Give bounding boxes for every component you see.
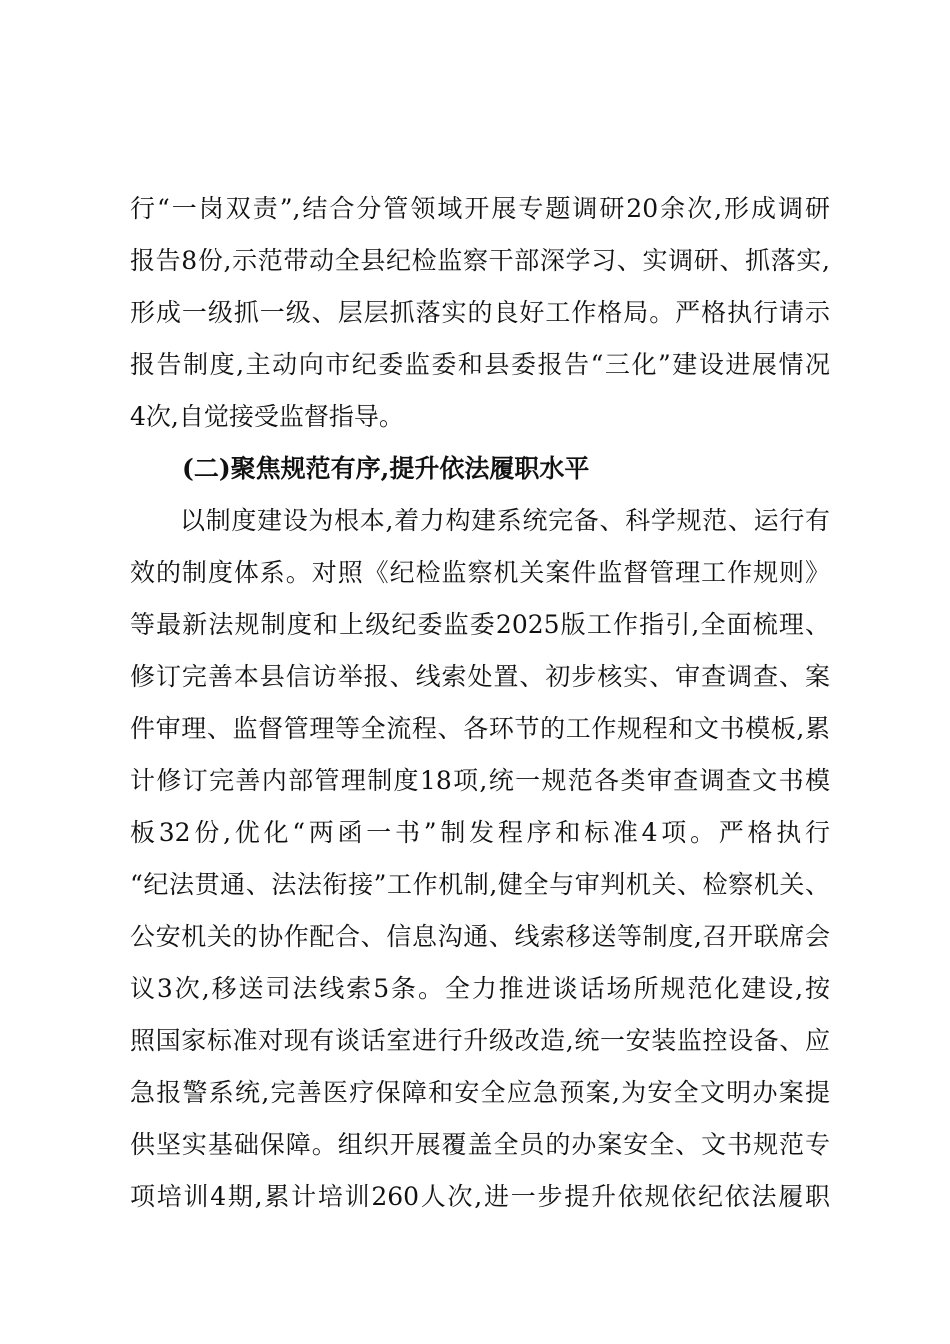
text-line: 效的制度体系。对照《纪检监察机关案件监督管理工作规则》 [130, 558, 830, 587]
text-line: 以制度建设为根本,着力构建系统完备、科学规范、运行有 [180, 506, 830, 535]
text-line: 供坚实基础保障。组织开展覆盖全员的办案安全、文书规范专 [130, 1130, 830, 1159]
text-line: 照国家标准对现有谈话室进行升级改造,统一安装监控设备、应 [130, 1026, 830, 1055]
paragraph-2 [130, 495, 830, 1223]
text-line: 4次,自觉接受监督指导。 [130, 402, 404, 431]
text-line: 急报警系统,完善医疗保障和安全应急预案,为安全文明办案提 [130, 1078, 830, 1107]
text-line: “纪法贯通、法法衔接”工作机制,健全与审判机关、检察机关、 [130, 870, 830, 899]
text-line: 件审理、监督管理等全流程、各环节的工作规程和文书模板,累 [130, 714, 830, 743]
text-line: 板32份,优化“两函一书”制发程序和标准4项。严格执行 [130, 818, 830, 847]
text-line: 形成一级抓一级、层层抓落实的良好工作格局。严格执行请示 [130, 298, 830, 327]
text-line: 等最新法规制度和上级纪委监委2025版工作指引,全面梳理、 [130, 610, 830, 639]
text-line: 修订完善本县信访举报、线索处置、初步核实、审查调查、案 [130, 662, 830, 691]
section-heading: (二)聚焦规范有序,提升依法履职水平 [182, 454, 590, 483]
text-line: 计修订完善内部管理制度18项,统一规范各类审查调查文书模 [130, 766, 830, 795]
text-line: 行“一岗双责”,结合分管领域开展专题调研20余次,形成调研 [130, 194, 830, 223]
text-line: 报告8份,示范带动全县纪检监察干部深学习、实调研、抓落实, [130, 246, 830, 275]
paragraph-1 [130, 183, 830, 443]
text-line: 项培训4期,累计培训260人次,进一步提升依规依纪依法履职 [130, 1182, 830, 1211]
text-line: 议3次,移送司法线索5条。全力推进谈话场所规范化建设,按 [130, 974, 830, 1003]
text-line: 报告制度,主动向市纪委监委和县委报告“三化”建设进展情况 [130, 350, 830, 379]
document-body [130, 183, 830, 1223]
text-line: 公安机关的协作配合、信息沟通、线索移送等制度,召开联席会 [130, 922, 830, 951]
